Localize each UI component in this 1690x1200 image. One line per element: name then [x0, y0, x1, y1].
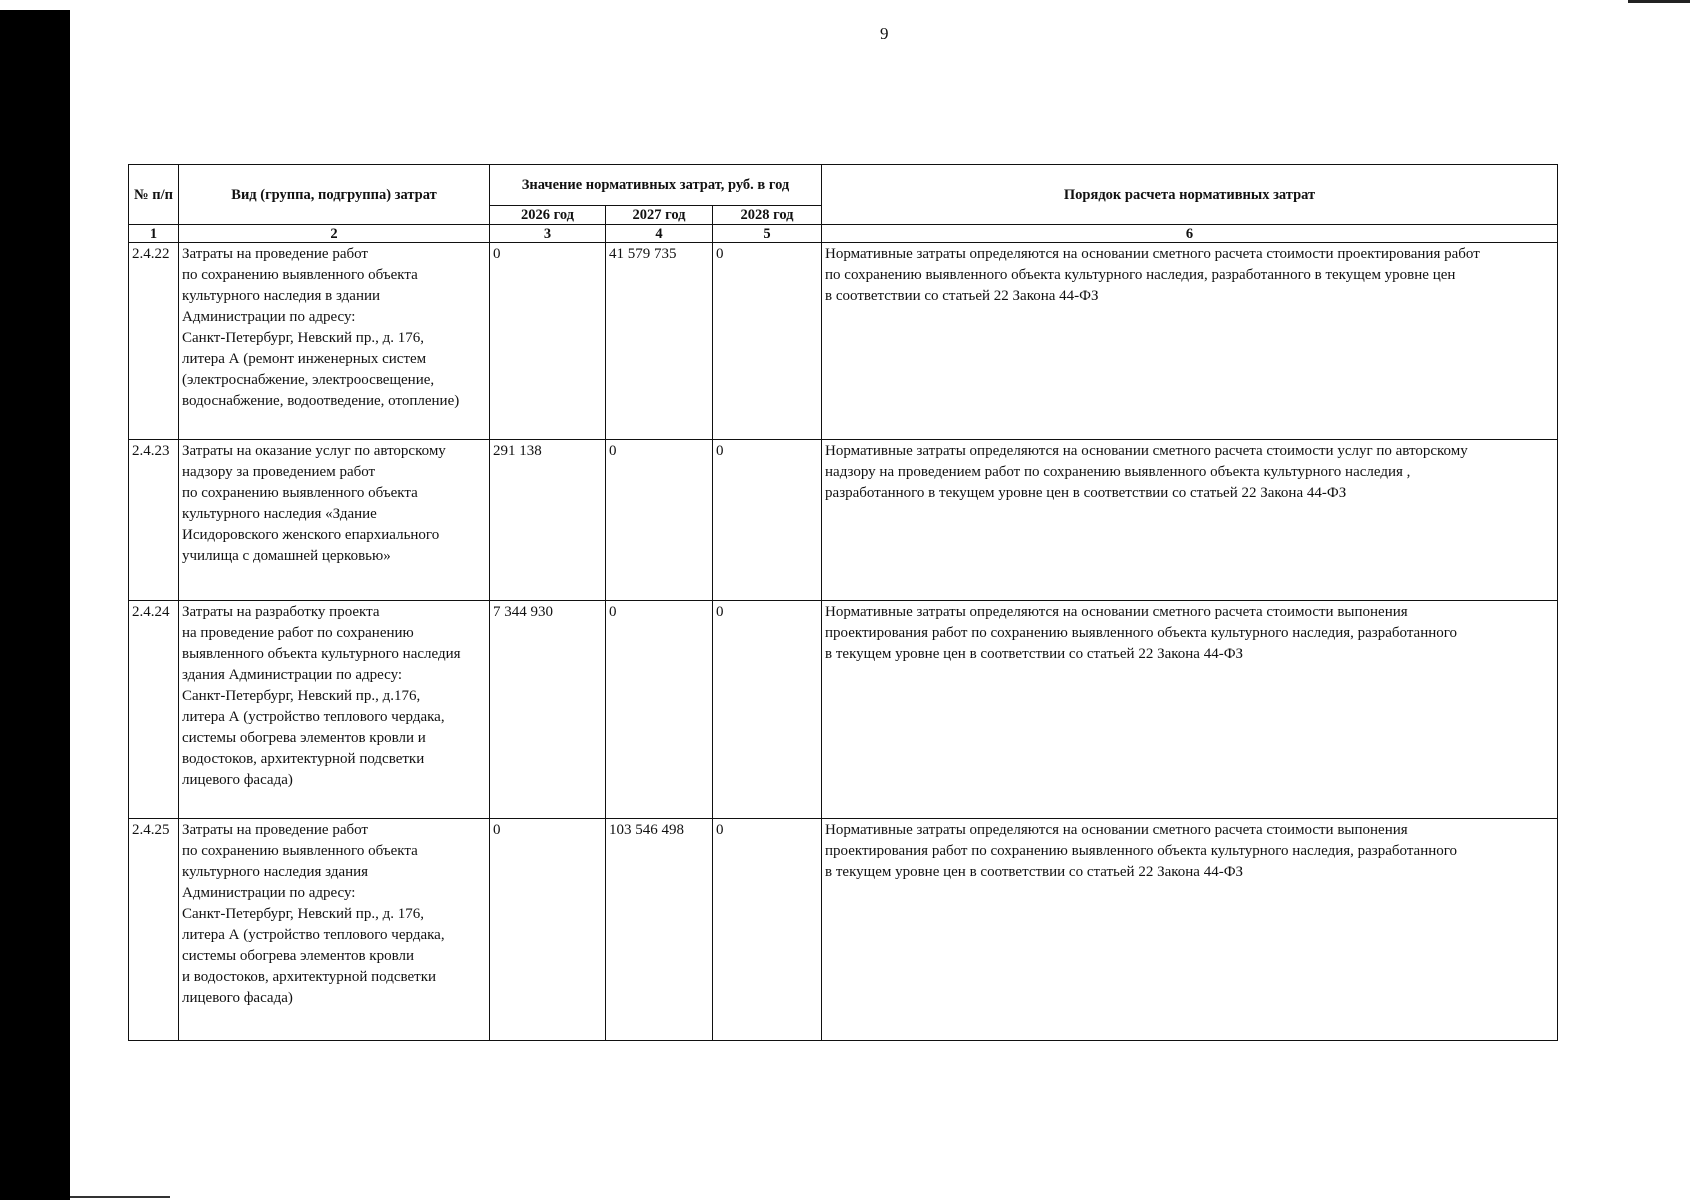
column-number: 6: [822, 225, 1558, 243]
header-row: [129, 165, 1558, 206]
header-procedure: Порядок расчета нормативных затрат: [822, 165, 1558, 225]
column-number: 4: [606, 225, 713, 243]
row-number: 2.4.22: [129, 243, 179, 440]
value-2028: 0: [713, 818, 822, 1041]
value-2026: 0: [490, 818, 606, 1041]
header-value-group: Значение нормативных затрат, руб. в год: [490, 165, 822, 206]
value-2027: 41 579 735: [606, 243, 713, 440]
calculation-procedure: Нормативные затраты определяются на основании сметного расчета стоимости выпонения проектирования работ по сохранению выявленного объекта культурного наследия, разработанного в текущем уровне цен в соответствии со статьей 22 Закона 44-ФЗ: [822, 818, 1558, 1041]
calculation-procedure: Нормативные затраты определяются на основании сметного расчета стоимости услуг по авторскому надзору на проведением работ по сохранению выявленного объекта культурного наследия , разработанного в текущем уровне цен в соответствии со статьей 22 Закона 44-ФЗ: [822, 439, 1558, 600]
cost-type: Затраты на разработку проекта на проведение работ по сохранению выявленного объекта культурного наследия здания Администрации по адресу: Санкт-Петербург, Невский пр., д.176, литера А (устройство теплового чердака, системы обогрева элементов кровли и водостоков, архитектурной подсветки лицевого фасада): [179, 601, 490, 818]
column-number-row: [129, 225, 1558, 243]
scan-mark-bottom-left: [70, 1196, 170, 1198]
table-row: [129, 439, 1558, 600]
header-year-2028: 2028 год: [713, 206, 822, 225]
value-2028: 0: [713, 439, 822, 600]
value-2026: 291 138: [490, 439, 606, 600]
calculation-procedure: Нормативные затраты определяются на основании сметного расчета стоимости проектирования работ по сохранению выявленного объекта культурного наследия, разработанного в текущем уровне цен в соответствии со статьей 22 Закона 44-ФЗ: [822, 243, 1558, 440]
table-row: [129, 601, 1558, 818]
scan-mark-top-right: [1628, 0, 1690, 3]
row-number: 2.4.25: [129, 818, 179, 1041]
scan-black-edge: [0, 10, 70, 1200]
header-num: № п/п: [129, 165, 179, 225]
value-2026: 7 344 930: [490, 601, 606, 818]
cost-norms-table: [128, 164, 1558, 1041]
cost-type: Затраты на оказание услуг по авторскому надзору за проведением работ по сохранению выявленного объекта культурного наследия «Здание Исидоровского женского епархиального училища с домашней церковью»: [179, 439, 490, 600]
cost-type: Затраты на проведение работ по сохранению выявленного объекта культурного наследия здания Администрации по адресу: Санкт-Петербург, Невский пр., д. 176, литера А (устройство теплового чердака, системы обогрева элементов кровли и водостоков, архитектурной подсветки лицевого фасада): [179, 818, 490, 1041]
column-number: 5: [713, 225, 822, 243]
value-2028: 0: [713, 601, 822, 818]
header-year-2026: 2026 год: [490, 206, 606, 225]
page-number: 9: [880, 24, 889, 43]
calculation-procedure: Нормативные затраты определяются на основании сметного расчета стоимости выпонения проектирования работ по сохранению выявленного объекта культурного наследия, разработанного в текущем уровне цен в соответствии со статьей 22 Закона 44-ФЗ: [822, 601, 1558, 818]
column-number: 3: [490, 225, 606, 243]
row-number: 2.4.24: [129, 601, 179, 818]
table-row: [129, 818, 1558, 1041]
value-2026: 0: [490, 243, 606, 440]
value-2027: 103 546 498: [606, 818, 713, 1041]
value-2027: 0: [606, 601, 713, 818]
column-number: 2: [179, 225, 490, 243]
value-2027: 0: [606, 439, 713, 600]
cost-type: Затраты на проведение работ по сохранению выявленного объекта культурного наследия в здании Администрации по адресу: Санкт-Петербург, Невский пр., д. 176, литера А (ремонт инженерных систем (электроснабжение, электроосвещение, водоснабжение, водоотведение, отопление): [179, 243, 490, 440]
header-year-2027: 2027 год: [606, 206, 713, 225]
column-number: 1: [129, 225, 179, 243]
header-type: Вид (группа, подгруппа) затрат: [179, 165, 490, 225]
table-row: [129, 243, 1558, 440]
value-2028: 0: [713, 243, 822, 440]
row-number: 2.4.23: [129, 439, 179, 600]
